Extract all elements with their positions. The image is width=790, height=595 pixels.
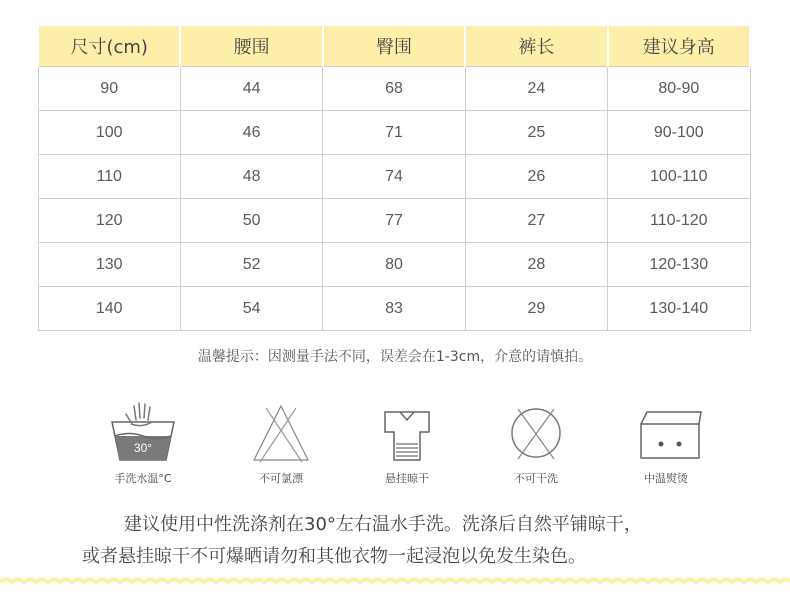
table-row (38, 287, 750, 331)
no-tumble-dry-icon (491, 400, 581, 466)
cell-waist: 46 (180, 111, 322, 155)
header-hip: 臀围 (323, 26, 465, 67)
cell-hip: 71 (323, 111, 465, 155)
measurement-tip: 温馨提示：因测量手法不同，误差会在1-3cm，介意的请慎拍。 (197, 349, 593, 365)
header-waist: 腰围 (180, 26, 322, 67)
cell-length: 26 (465, 155, 607, 199)
hang-dry-icon (362, 400, 452, 466)
table-row (38, 243, 750, 287)
decorative-wave-border (0, 577, 790, 587)
cell-size: 100 (38, 111, 180, 155)
cell-height: 90-100 (608, 111, 750, 155)
size-chart-table (37, 26, 751, 331)
cell-height: 100-110 (608, 155, 750, 199)
wash-temperature: 30° (133, 441, 153, 455)
cell-size: 90 (38, 67, 180, 111)
care-item-no-dry-clean (481, 400, 591, 486)
care-label: 手洗水温°C (114, 472, 172, 485)
cell-size: 110 (38, 155, 180, 199)
care-item-iron-medium (611, 400, 721, 486)
cell-hip: 68 (323, 67, 465, 111)
cell-length: 24 (465, 67, 607, 111)
cell-length: 25 (465, 111, 607, 155)
care-instructions (0, 400, 790, 490)
table-row (38, 155, 750, 199)
table-row (38, 111, 750, 155)
cell-hip: 80 (323, 243, 465, 287)
table-header-row (38, 26, 750, 67)
table-row (38, 199, 750, 243)
hand-wash-icon (98, 400, 188, 466)
care-item-hand-wash (88, 400, 198, 486)
cell-hip: 74 (323, 155, 465, 199)
cell-height: 120-130 (608, 243, 750, 287)
care-note-line-1: 建议使用中性洗涤剂在30°左右温水手洗。洗涤后自然平铺晾干， (124, 514, 642, 535)
care-item-hang-dry (352, 400, 462, 486)
header-height: 建议身高 (608, 26, 750, 67)
cell-length: 29 (465, 287, 607, 331)
header-length: 裤长 (465, 26, 607, 67)
table-row (38, 67, 750, 111)
care-label: 不可氯漂 (259, 472, 303, 485)
cell-hip: 77 (323, 199, 465, 243)
care-label: 不可干洗 (514, 472, 558, 485)
cell-length: 28 (465, 243, 607, 287)
cell-waist: 54 (180, 287, 322, 331)
care-note-line-2: 或者悬挂晾干不可爆晒请勿和其他衣物一起浸泡以免发生染色。 (82, 546, 586, 567)
header-size: 尺寸(cm) (38, 26, 180, 67)
cell-waist: 52 (180, 243, 322, 287)
cell-waist: 44 (180, 67, 322, 111)
care-label: 悬挂晾干 (385, 472, 429, 485)
cell-size: 130 (38, 243, 180, 287)
cell-height: 110-120 (608, 199, 750, 243)
care-item-no-bleach (226, 400, 336, 486)
cell-waist: 48 (180, 155, 322, 199)
cell-hip: 83 (323, 287, 465, 331)
cell-height: 80-90 (608, 67, 750, 111)
cell-length: 27 (465, 199, 607, 243)
cell-size: 120 (38, 199, 180, 243)
cell-size: 140 (38, 287, 180, 331)
iron-medium-icon (621, 400, 711, 466)
cell-height: 130-140 (608, 287, 750, 331)
cell-waist: 50 (180, 199, 322, 243)
no-bleach-icon (236, 400, 326, 466)
care-label: 中温熨烫 (644, 472, 688, 485)
